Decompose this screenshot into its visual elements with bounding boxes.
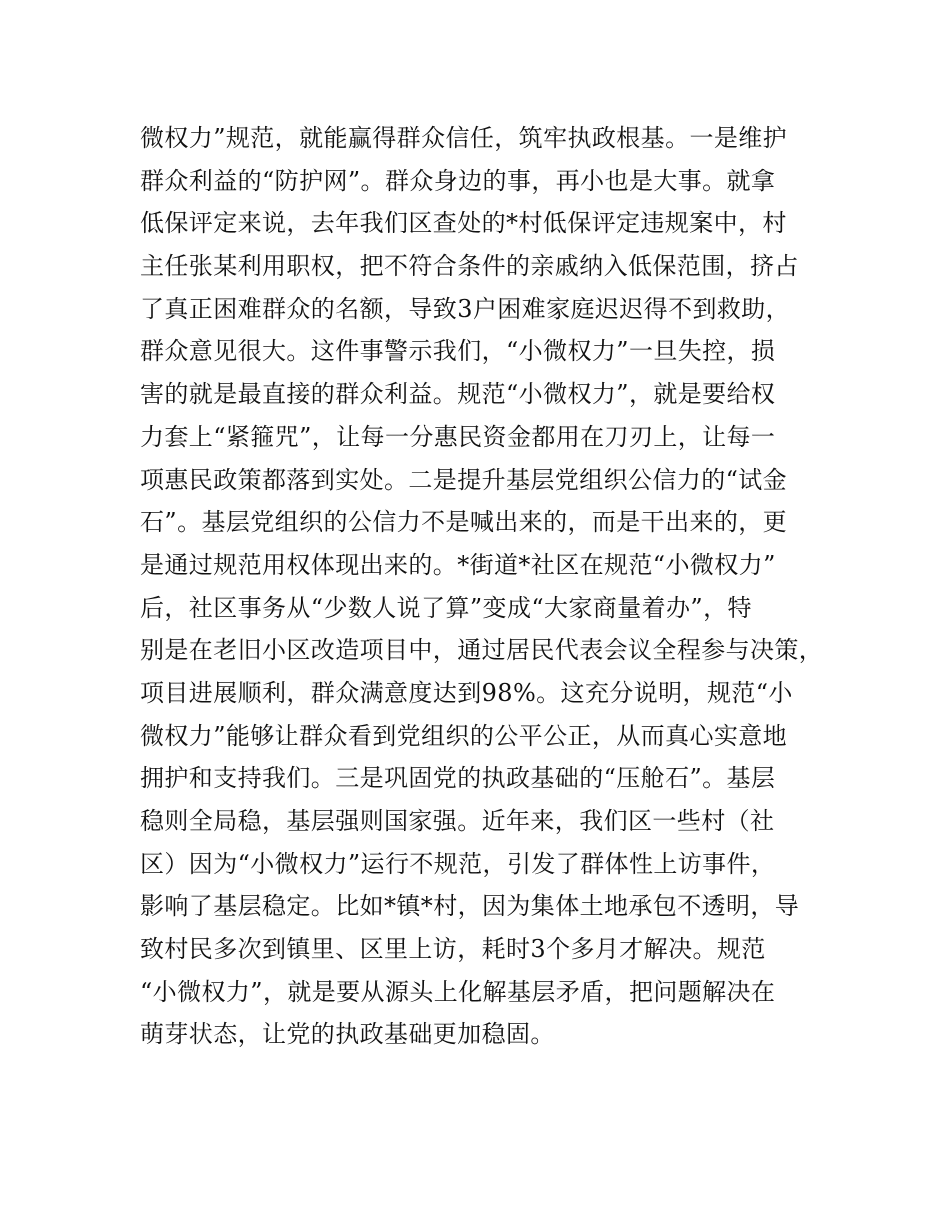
text-line: 致村民多次到镇里、区里上访，耗时3个多月才解决。规范 [140, 935, 766, 964]
text-line: 微权力”规范，就能赢得群众信任，筑牢执政根基。一是维护 [140, 124, 788, 152]
text-line: 稳则全局稳，基层强则国家强。近年来，我们区一些村（社 [140, 807, 775, 835]
text-line: 微权力”能够让群众看到党组织的公平公正，从而真心实意地 [140, 721, 788, 750]
body-text [140, 117, 824, 1056]
text-line: 区）因为“小微权力”运行不规范，引发了群体性上访事件， [140, 849, 776, 878]
text-line: 影响了基层稳定。比如*镇*村，因为集体土地承包不透明，导 [140, 892, 800, 921]
text-line: 群众利益的“防护网”。群众身边的事，再小也是大事。就拿 [140, 166, 776, 195]
text-line: 石”。基层党组织的公信力不是喊出来的，而是干出来的，更 [140, 508, 788, 537]
text-line: 害的就是最直接的群众利益。规范“小微权力”，就是要给权 [140, 380, 776, 409]
text-line: 是通过规范用权体现出来的。*街道*社区在规范“小微权力” [140, 550, 776, 579]
text-line: 力套上“紧箍咒”，让每一分惠民资金都用在刀刃上，让每一 [140, 422, 776, 451]
text-line: 拥护和支持我们。三是巩固党的执政基础的“压舱石”。基层 [140, 764, 776, 793]
text-line: 萌芽状态，让党的执政基础更加稳固。 [140, 1020, 555, 1049]
text-line: 后，社区事务从“少数人说了算”变成“大家商量着办”，特 [140, 593, 752, 622]
text-line: 主任张某利用职权，把不符合条件的亲戚纳入低保范围，挤占 [140, 252, 799, 281]
text-line: 低保评定来说，去年我们区查处的*村低保评定违规案中，村 [140, 209, 787, 238]
text-line: “小微权力”，就是要从源头上化解基层矛盾，把问题解决在 [140, 977, 776, 1006]
text-line: 了真正困难群众的名额，导致3户困难家庭迟迟得不到救助， [140, 294, 791, 323]
text-line: 项目进展顺利，群众满意度达到98%。这充分说明，规范“小 [140, 678, 793, 707]
text-line: 别是在老旧小区改造项目中，通过居民代表会议全程参与决策， [140, 636, 824, 665]
text-line: 项惠民政策都落到实处。二是提升基层党组织公信力的“试金 [140, 465, 788, 494]
text-line: 群众意见很大。这件事警示我们，“小微权力”一旦失控，损 [140, 337, 776, 366]
